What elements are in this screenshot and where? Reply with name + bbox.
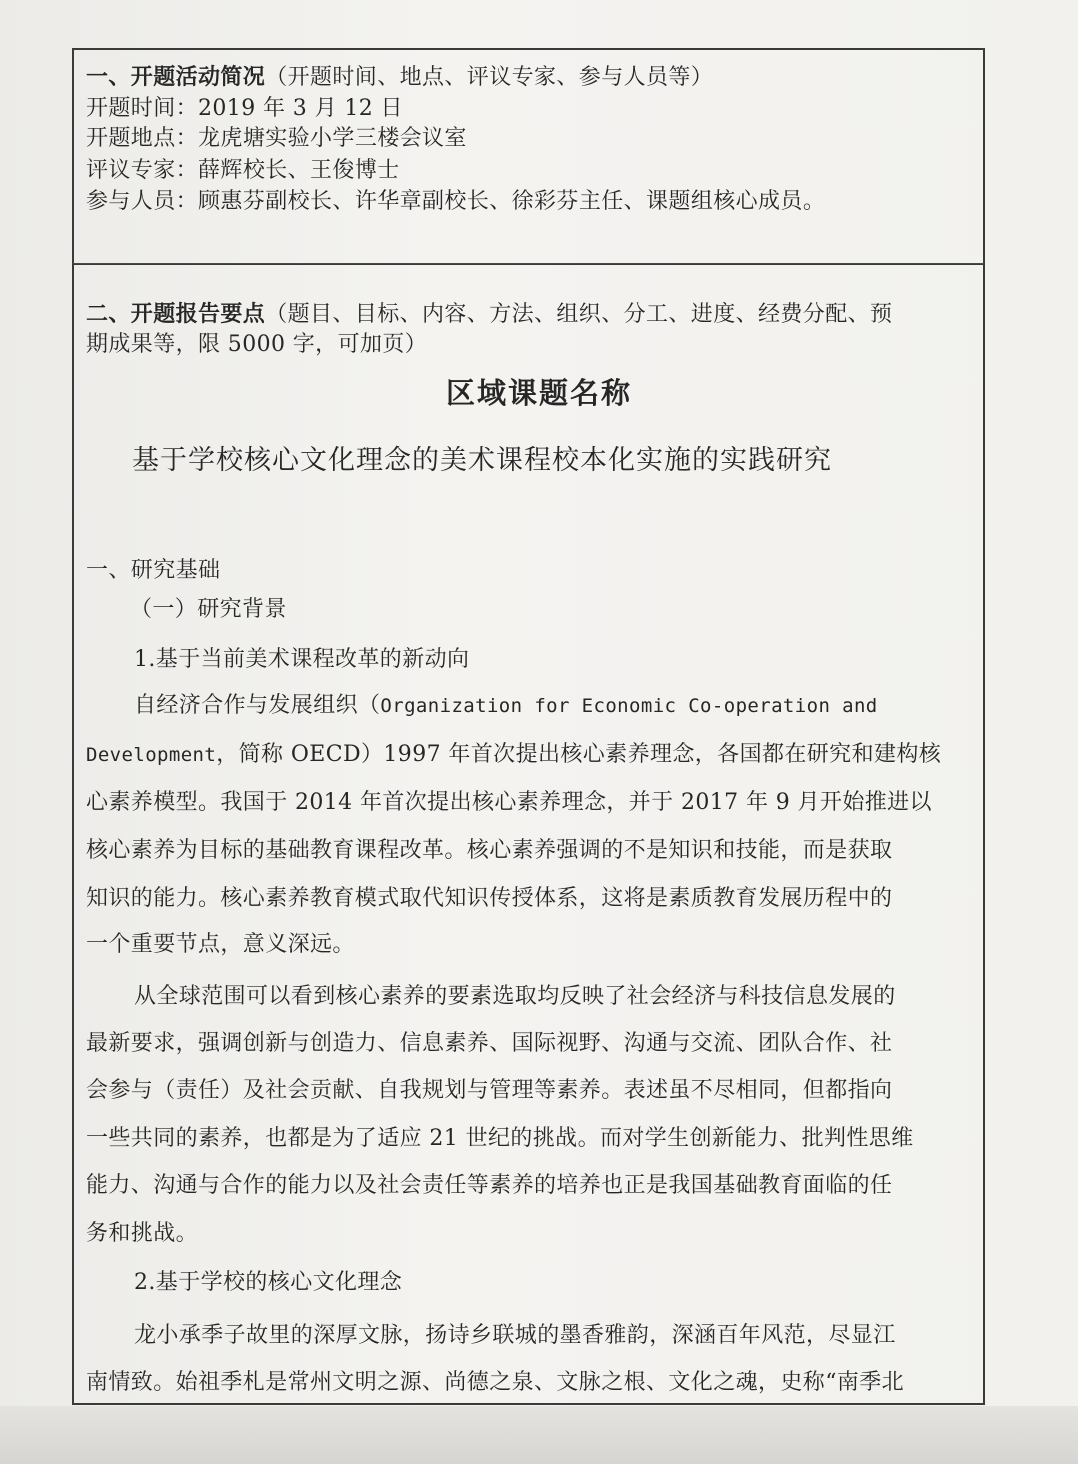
p2-line4: 一些共同的素养，也都是为了适应 21 世纪的挑战。而对学生创新能力、批判性思维 <box>86 1126 914 1151</box>
p1-line3: 心素养模型。我国于 2014 年首次提出核心素养理念，并于 2017 年 9 月开始推进以 <box>86 790 932 815</box>
report-subtitle: 基于学校核心文化理念的美术课程校本化实施的实践研究 <box>132 445 832 476</box>
open-time-label: 开题时间： <box>86 96 199 121</box>
open-time-value: 2019 年 3 月 12 日 <box>198 96 403 121</box>
open-location-value: 龙虎塘实验小学三楼会议室 <box>198 126 467 151</box>
p1-line2 <box>86 740 941 770</box>
p1-line2-en: Development <box>86 744 217 766</box>
section2-heading-note-cont: 期成果等，限 5000 字，可加页） <box>86 332 428 357</box>
p1-line1 <box>134 691 878 721</box>
p1-line5: 知识的能力。核心素养教育模式取代知识传授体系，这将是素质教育发展历程中的 <box>86 886 893 911</box>
open-location-label: 开题地点： <box>86 126 199 151</box>
section2-heading-note: （题目、目标、内容、方法、组织、分工、进度、经费分配、预 <box>265 302 893 327</box>
p1-line6: 一个重要节点，意义深远。 <box>86 932 355 957</box>
section2-heading <box>86 299 892 330</box>
section2-heading-bold: 二、开题报告要点 <box>86 301 266 327</box>
p1-line1-en: Organization for Economic Co-operation and <box>380 695 878 717</box>
p3-line2: 南情致。始祖季札是常州文明之源、尚德之泉、文脉之根、文化之魂，史称“南季北 <box>86 1370 905 1395</box>
p2-line2: 最新要求，强调创新与创造力、信息素养、国际视野、沟通与交流、团队合作、社 <box>86 1031 893 1056</box>
p1-line4: 核心素养为目标的基础教育课程改革。核心素养强调的不是知识和技能，而是获取 <box>86 838 893 863</box>
p2-line5: 能力、沟通与合作的能力以及社会责任等素养的培养也正是我国基础教育面临的任 <box>86 1173 893 1198</box>
heading-research-background: （一）研究背景 <box>130 597 287 622</box>
participants-row <box>86 187 825 217</box>
heading-school-culture: 2.基于学校的核心文化理念 <box>134 1270 403 1295</box>
section1-heading-note: （开题时间、地点、评议专家、参与人员等） <box>265 65 714 90</box>
page-bottom-shadow <box>0 1406 1078 1464</box>
open-time-row <box>86 94 403 124</box>
p2-line6: 务和挑战。 <box>86 1221 199 1246</box>
review-experts-label: 评议专家： <box>86 158 199 183</box>
section1-heading-bold: 一、开题活动简况 <box>86 64 266 90</box>
heading-curriculum-reform: 1.基于当前美术课程改革的新动向 <box>134 647 470 672</box>
p1-line1-cn: 自经济合作与发展组织（ <box>134 693 381 718</box>
p2-line1: 从全球范围可以看到核心素养的要素选取均反映了社会经济与科技信息发展的 <box>134 984 896 1009</box>
p2-line3: 会参与（责任）及社会贡献、自我规划与管理等素养。表述虽不尽相同，但都指向 <box>86 1078 893 1103</box>
p3-line1: 龙小承季子故里的深厚文脉，扬诗乡联城的墨香雅韵，深涵百年风范，尽显江 <box>134 1323 896 1348</box>
review-experts-row <box>86 156 400 186</box>
review-experts-value: 薛辉校长、王俊博士 <box>198 158 400 183</box>
report-title: 区域课题名称 <box>445 376 632 410</box>
participants-value: 顾惠芬副校长、许华章副校长、徐彩芬主任、课题组核心成员。 <box>198 189 826 214</box>
participants-label: 参与人员： <box>86 189 199 214</box>
open-location-row <box>86 124 467 154</box>
heading-research-basis: 一、研究基础 <box>86 558 221 583</box>
section1-heading <box>86 62 713 93</box>
p1-line2-cn: ，简称 OECD）1997 年首次提出核心素养理念，各国都在研究和建构核 <box>216 742 942 767</box>
section2-box <box>72 263 985 1405</box>
